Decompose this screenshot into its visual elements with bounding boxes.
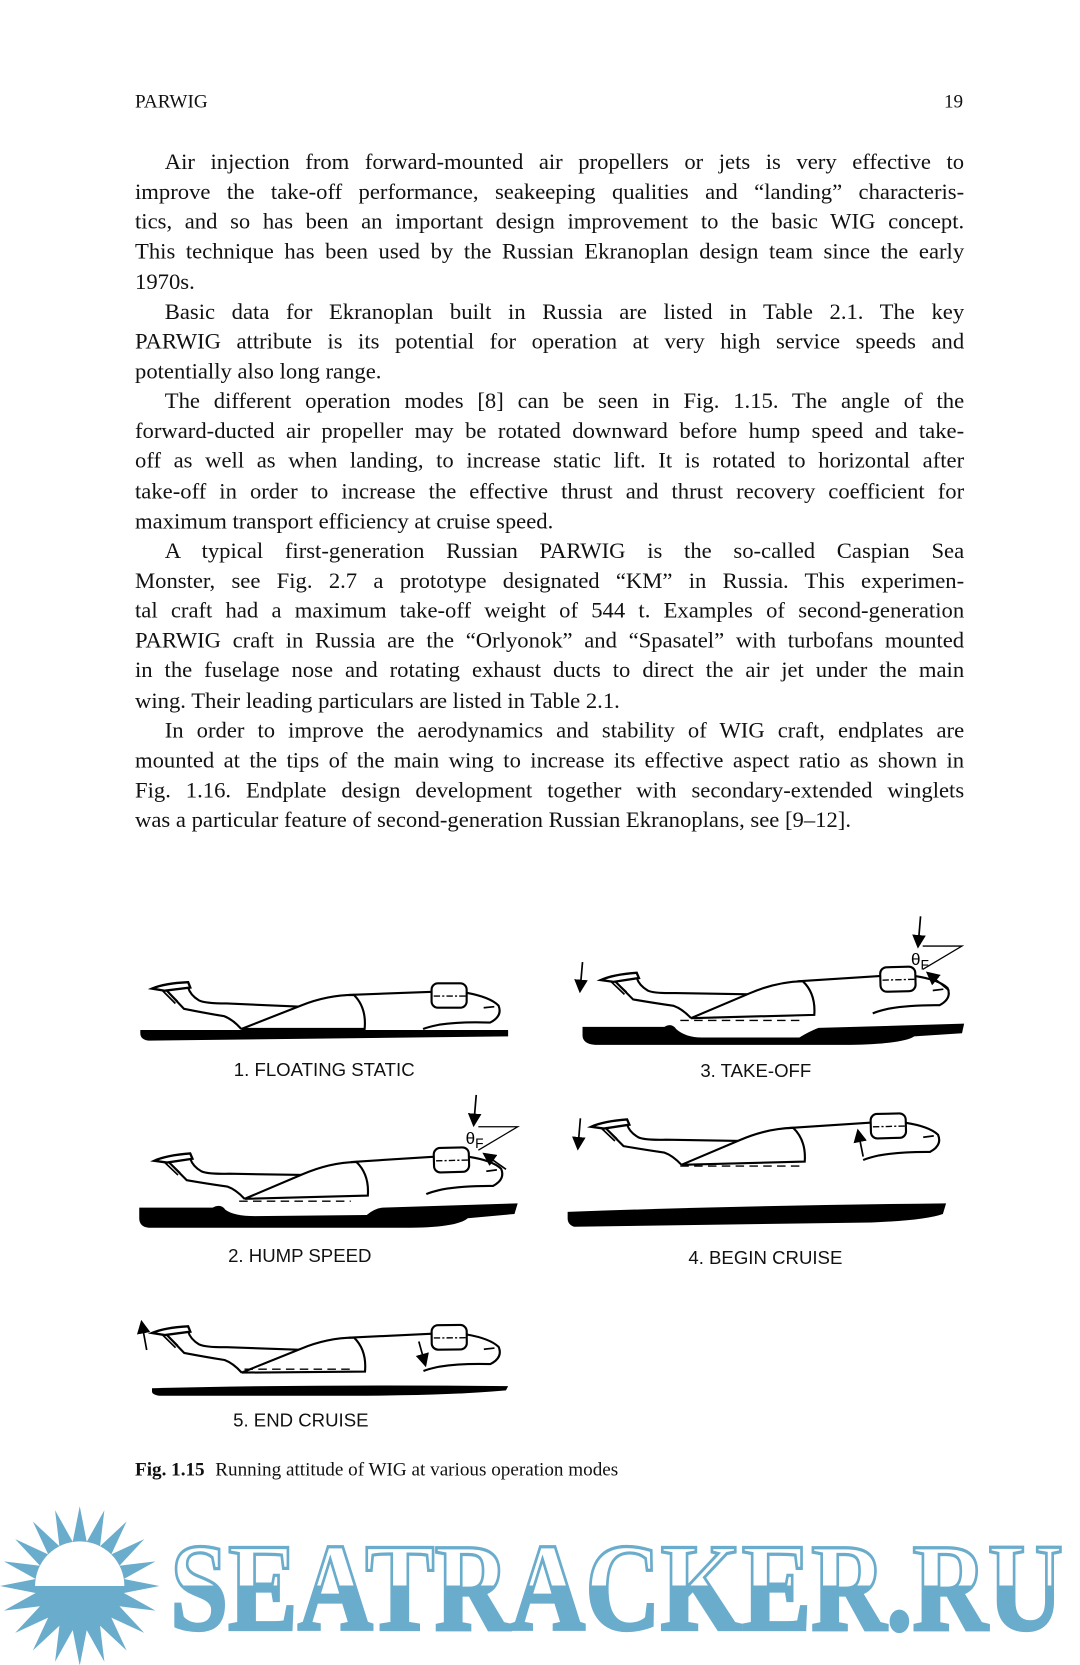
text-line: tics, and so has been an important design improvement to the basic WIG concept. [135,208,965,235]
panel-label: 5. END CRUISE [233,1409,369,1431]
text-line: forward-ducted air propeller may be rotated downward before hump speed and take- [135,418,965,444]
panel-label: 4. BEGIN CRUISE [688,1246,843,1269]
text-line: Basic data for Ekranoplan built in Russia are listed in Table 2.1. The key [164,298,965,324]
text-line: A typical first-generation Russian PARWIG is the so-called Caspian Sea [164,537,965,564]
theta-f-label: $\theta_F$ [465,1128,484,1152]
theta-f-label: $\theta_F$ [910,950,929,973]
panel-begin-cruise [568,1111,946,1226]
figure-caption-label: Fig. 1.15 [135,1458,205,1480]
watermark-sun-icon [0,1506,159,1664]
panel-floating-static [140,982,508,1040]
panel-end-cruise [142,1324,508,1396]
watermark-text: SEATRACKER.RU [170,1518,1064,1658]
figure-caption-text: Running attitude of WIG at various operation modes [215,1458,619,1480]
text-line: potentially also long range. [135,358,382,384]
text-line: Monster, see Fig. 2.7 a prototype designated “KM” in Russia. This experimen- [135,567,965,594]
text-line: take-off in order to increase the effective thrust and thrust recovery coefficient for [135,477,965,504]
text-line: maximum transport efficiency at cruise speed. [135,507,554,534]
text-line: Fig. 1.16. Endplate design development together with secondary-extended winglets [135,777,965,803]
text-line: wing. Their leading particulars are listed in Table 2.1. [135,687,620,713]
panel-label: 3. TAKE-OFF [700,1059,812,1082]
running-title: PARWIG [135,90,208,112]
panel-label: 1. FLOATING STATIC [233,1058,415,1081]
text-line: This technique has been used by the Russian Ekranoplan design team since the early [135,238,965,265]
text-line: mounted at the tips of the main wing to increase its effective aspect ratio as shown in [135,747,965,773]
text-line: improve the take-off performance, seakeeping qualities and “landing” characteris- [135,178,965,205]
text-line: off as well as when landing, to increase static lift. It is rotated to horizontal after [135,447,965,474]
panel-label: 2. HUMP SPEED [228,1244,372,1267]
figure-caption [135,1458,618,1480]
panel-take-off [580,916,964,1045]
text-line: in the fuselage nose and rotating exhaust ducts to direct the air jet under the main [135,657,965,683]
text-line: Air injection from forward-mounted air propellers or jets is very effective to [164,148,965,175]
text-line: PARWIG attribute is its potential for operation at very high service speeds and [135,328,965,354]
text-line: In order to improve the aerodynamics and stability of WIG craft, endplates are [164,717,965,743]
page-number: 19 [943,90,964,112]
text-line: tal craft had a maximum take-off weight of 544 t. Examples of second-generation [135,597,965,624]
text-line: The different operation modes [8] can be seen in Fig. 1.15. The angle of the [164,388,965,414]
text-line: 1970s. [135,268,195,294]
text-line: was a particular feature of second-generation Russian Ekranoplans, see [9–12]. [135,806,851,833]
panel-hump-speed [139,1095,517,1228]
text-line: PARWIG craft in Russia are the “Orlyonok” and “Spasatel” with turbofans mounted [135,627,965,653]
